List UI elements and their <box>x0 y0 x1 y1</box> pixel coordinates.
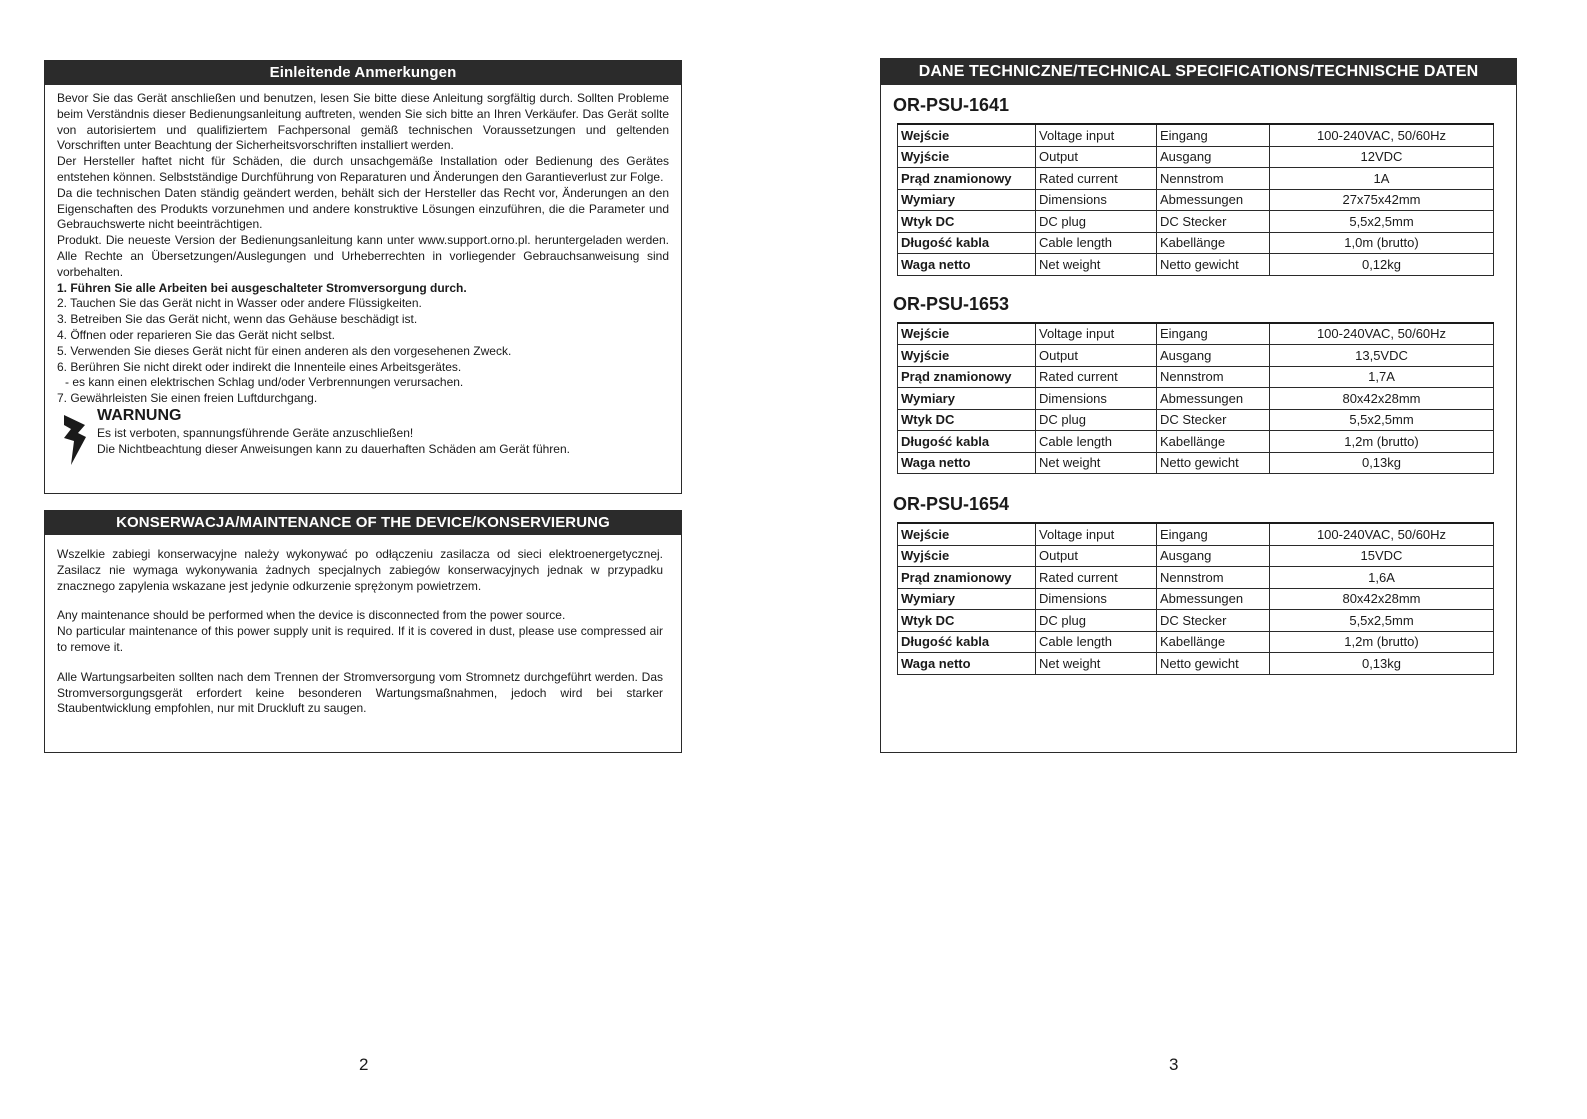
intro-paragraph: Da die technischen Daten ständig geändert werden, behält sich der Hersteller das Recht vor, Änderungen an den Eigenschaften des Produkts vorzunehmen und andere konstruktive Lösungen einzuführen, die die Parameter und Gebrauchswerte nicht beeinträchtigen. <box>57 185 669 232</box>
cell-label-pl: Długość kabla <box>898 232 1036 254</box>
cell-label-pl: Wyjście <box>898 545 1036 567</box>
spec-table <box>897 123 1494 276</box>
cell-label-pl: Wejście <box>898 124 1036 146</box>
cell-label-en: Output <box>1036 146 1157 168</box>
cell-value: 100-240VAC, 50/60Hz <box>1270 323 1494 345</box>
safety-item: 4. Öffnen oder reparieren Sie das Gerät nicht selbst. <box>57 327 335 342</box>
cell-label-pl: Wtyk DC <box>898 409 1036 431</box>
warning-block <box>57 407 669 465</box>
cell-label-de: Eingang <box>1157 323 1270 345</box>
cell-label-pl: Wymiary <box>898 189 1036 211</box>
cell-label-pl: Wyjście <box>898 146 1036 168</box>
model-title: OR-PSU-1653 <box>893 293 1010 314</box>
table-row <box>898 168 1494 190</box>
cell-label-en: Net weight <box>1036 653 1157 675</box>
cell-value: 80x42x28mm <box>1270 588 1494 610</box>
cell-label-de: Ausgang <box>1157 146 1270 168</box>
cell-label-pl: Waga netto <box>898 452 1036 474</box>
cell-value: 80x42x28mm <box>1270 388 1494 410</box>
cell-label-de: DC Stecker <box>1157 610 1270 632</box>
cell-label-de: Nennstrom <box>1157 567 1270 589</box>
table-row <box>898 189 1494 211</box>
cell-value: 0,13kg <box>1270 452 1494 474</box>
cell-label-de: Kabellänge <box>1157 232 1270 254</box>
spec-table <box>897 322 1494 475</box>
cell-label-de: Eingang <box>1157 124 1270 146</box>
intro-paragraph: Der Hersteller haftet nicht für Schäden, die durch unsachgemäße Installation oder Bedienung des Gerätes entstehen können. Selbstständige Durchführung von Reparaturen und Änderungen den Garantieverlust zur Folge. <box>57 154 669 184</box>
safety-item: - es kann einen elektrischen Schlag und/oder Verbrennungen verursachen. <box>65 375 464 390</box>
cell-label-en: DC plug <box>1036 409 1157 431</box>
table-row <box>898 345 1494 367</box>
cell-label-pl: Wtyk DC <box>898 610 1036 632</box>
cell-value: 12VDC <box>1270 146 1494 168</box>
cell-label-pl: Wymiary <box>898 388 1036 410</box>
cell-label-de: DC Stecker <box>1157 211 1270 233</box>
cell-label-pl: Prąd znamionowy <box>898 168 1036 190</box>
cell-label-de: Abmessungen <box>1157 388 1270 410</box>
cell-label-pl: Wtyk DC <box>898 211 1036 233</box>
cell-label-pl: Wejście <box>898 323 1036 345</box>
cell-label-en: Rated current <box>1036 567 1157 589</box>
cell-label-en: Dimensions <box>1036 189 1157 211</box>
cell-value: 1,2m (brutto) <box>1270 431 1494 453</box>
cell-label-pl: Prąd znamionowy <box>898 366 1036 388</box>
table-row <box>898 523 1494 545</box>
cell-label-en: Cable length <box>1036 631 1157 653</box>
cell-label-en: Voltage input <box>1036 323 1157 345</box>
cell-value: 1A <box>1270 168 1494 190</box>
cell-label-en: Dimensions <box>1036 588 1157 610</box>
cell-value: 5,5x2,5mm <box>1270 610 1494 632</box>
intro-header: Einleitende Anmerkungen <box>45 61 681 85</box>
cell-value: 100-240VAC, 50/60Hz <box>1270 523 1494 545</box>
cell-label-en: Cable length <box>1036 431 1157 453</box>
maintenance-de: Alle Wartungsarbeiten sollten nach dem Trennen der Stromversorgung vom Stromnetz durchgeführt werden. Das Stromversorgungsgerät erfordert keine besonderen Wartungsmaßnahmen, jedoch wird bei starker Staubentwicklung empfohlen, nur mit Druckluft zu saugen. <box>57 669 663 716</box>
safety-item: 3. Betreiben Sie das Gerät nicht, wenn das Gehäuse beschädigt ist. <box>57 312 418 327</box>
cell-label-en: DC plug <box>1036 610 1157 632</box>
spec-table <box>897 522 1494 675</box>
maintenance-body <box>45 535 681 717</box>
cell-label-en: Voltage input <box>1036 523 1157 545</box>
safety-list <box>57 281 669 407</box>
safety-item: 1. Führen Sie alle Arbeiten bei ausgeschalteter Stromversorgung durch. <box>57 280 467 295</box>
table-row <box>898 431 1494 453</box>
cell-label-de: Eingang <box>1157 523 1270 545</box>
safety-item: 2. Tauchen Sie das Gerät nicht in Wasser oder andere Flüssigkeiten. <box>57 296 422 311</box>
cell-label-en: Output <box>1036 345 1157 367</box>
table-row <box>898 409 1494 431</box>
cell-label-en: Voltage input <box>1036 124 1157 146</box>
cell-value: 1,7A <box>1270 366 1494 388</box>
lightning-bolt-icon <box>61 411 89 467</box>
table-row <box>898 653 1494 675</box>
cell-label-de: Abmessungen <box>1157 588 1270 610</box>
table-row <box>898 146 1494 168</box>
table-row <box>898 232 1494 254</box>
cell-value: 27x75x42mm <box>1270 189 1494 211</box>
table-row <box>898 588 1494 610</box>
page-number-left: 2 <box>359 1055 369 1074</box>
cell-label-de: Netto gewicht <box>1157 254 1270 276</box>
cell-label-pl: Wejście <box>898 523 1036 545</box>
maintenance-en-2: No particular maintenance of this power supply unit is required. If it is covered in dust, please use compressed air to remove it. <box>57 624 663 654</box>
cell-label-de: Ausgang <box>1157 345 1270 367</box>
cell-label-en: Rated current <box>1036 366 1157 388</box>
cell-label-pl: Wyjście <box>898 345 1036 367</box>
cell-value: 0,12kg <box>1270 254 1494 276</box>
cell-value: 1,2m (brutto) <box>1270 631 1494 653</box>
cell-value: 15VDC <box>1270 545 1494 567</box>
cell-label-de: Nennstrom <box>1157 168 1270 190</box>
cell-label-de: Netto gewicht <box>1157 653 1270 675</box>
safety-item: 6. Berühren Sie nicht direkt oder indirekt die Innenteile eines Arbeitsgerätes. <box>57 359 462 374</box>
cell-label-de: Kabellänge <box>1157 431 1270 453</box>
cell-label-en: Cable length <box>1036 232 1157 254</box>
table-row <box>898 452 1494 474</box>
cell-value: 5,5x2,5mm <box>1270 211 1494 233</box>
cell-label-pl: Długość kabla <box>898 631 1036 653</box>
maintenance-pl: Wszelkie zabiegi konserwacyjne należy wykonywać po odłączeniu zasilacza od sieci elektroenergetycznej. Zasilacz nie wymaga wykonywania żadnych specjalnych zabiegów konserwacyjnych jednak w przypadku znacznego zapylenia wskazane jest jedynie odkurzenie sprężonym powietrzem. <box>57 547 663 593</box>
cell-label-en: Dimensions <box>1036 388 1157 410</box>
table-row <box>898 323 1494 345</box>
cell-value: 0,13kg <box>1270 653 1494 675</box>
maintenance-section <box>44 510 682 753</box>
table-row <box>898 366 1494 388</box>
cell-label-de: Netto gewicht <box>1157 452 1270 474</box>
specifications-header: DANE TECHNICZNE/TECHNICAL SPECIFICATIONS/TECHNISCHE DATEN <box>881 59 1516 85</box>
safety-item: 7. Gewährleisten Sie einen freien Luftdurchgang. <box>57 391 318 406</box>
safety-item: 5. Verwenden Sie dieses Gerät nicht für einen anderen als den vorgesehenen Zweck. <box>57 343 512 358</box>
cell-label-pl: Waga netto <box>898 254 1036 276</box>
model-title: OR-PSU-1654 <box>893 494 1010 514</box>
cell-label-en: Output <box>1036 545 1157 567</box>
page-number-right: 3 <box>1169 1055 1179 1074</box>
model-title: OR-PSU-1641 <box>893 95 1010 115</box>
table-row <box>898 567 1494 589</box>
warning-line: Die Nichtbeachtung dieser Anweisungen kann zu dauerhaften Schäden am Gerät führen. <box>97 441 570 456</box>
intro-paragraph: Produkt. Die neueste Version der Bedienungsanleitung kann unter www.support.orno.pl. heruntergeladen werden. Alle Rechte an Übersetzungen/Auslegungen und Urheberrechten in vorliegender Gebrauchsanweisung sind vorbehalten. <box>57 233 669 279</box>
cell-label-en: DC plug <box>1036 211 1157 233</box>
cell-label-en: Net weight <box>1036 452 1157 474</box>
maintenance-en-1: Any maintenance should be performed when the device is disconnected from the power source. <box>57 608 566 623</box>
table-row <box>898 545 1494 567</box>
cell-label-de: Nennstrom <box>1157 366 1270 388</box>
cell-value: 1,6A <box>1270 567 1494 589</box>
cell-value: 13,5VDC <box>1270 345 1494 367</box>
cell-label-en: Net weight <box>1036 254 1157 276</box>
table-row <box>898 124 1494 146</box>
cell-label-pl: Prąd znamionowy <box>898 567 1036 589</box>
table-row <box>898 631 1494 653</box>
cell-label-de: Ausgang <box>1157 545 1270 567</box>
cell-label-pl: Długość kabla <box>898 431 1036 453</box>
cell-label-de: DC Stecker <box>1157 409 1270 431</box>
specifications-section <box>880 58 1517 753</box>
table-row <box>898 388 1494 410</box>
cell-value: 1,0m (brutto) <box>1270 232 1494 254</box>
cell-label-en: Rated current <box>1036 168 1157 190</box>
cell-label-de: Kabellänge <box>1157 631 1270 653</box>
maintenance-header: KONSERWACJA/MAINTENANCE OF THE DEVICE/KONSERVIERUNG <box>45 511 681 535</box>
warning-title: WARNUNG <box>97 406 182 424</box>
cell-label-pl: Wymiary <box>898 588 1036 610</box>
cell-label-de: Abmessungen <box>1157 189 1270 211</box>
cell-label-pl: Waga netto <box>898 653 1036 675</box>
intro-body <box>45 85 681 465</box>
cell-value: 100-240VAC, 50/60Hz <box>1270 124 1494 146</box>
table-row <box>898 610 1494 632</box>
table-row <box>898 211 1494 233</box>
warning-line: Es ist verboten, spannungsführende Geräte anzuschließen! <box>97 425 414 440</box>
intro-section <box>44 60 682 494</box>
cell-value: 5,5x2,5mm <box>1270 409 1494 431</box>
table-row <box>898 254 1494 276</box>
intro-paragraph: Bevor Sie das Gerät anschließen und benutzen, lesen Sie bitte diese Anleitung sorgfältig durch. Sollten Probleme beim Verständnis dieser Bedienungsanleitung auftreten, wenden Sie sich bitte an Ihren Verkäufer. Das Gerät sollte von autorisiertem und qualifiziertem Fachpersonal gemäß technischen Voraussetzungen und geltenden Vorschriften unter Beachtung der Sicherheitsvorschriften installiert werden. <box>57 91 669 153</box>
